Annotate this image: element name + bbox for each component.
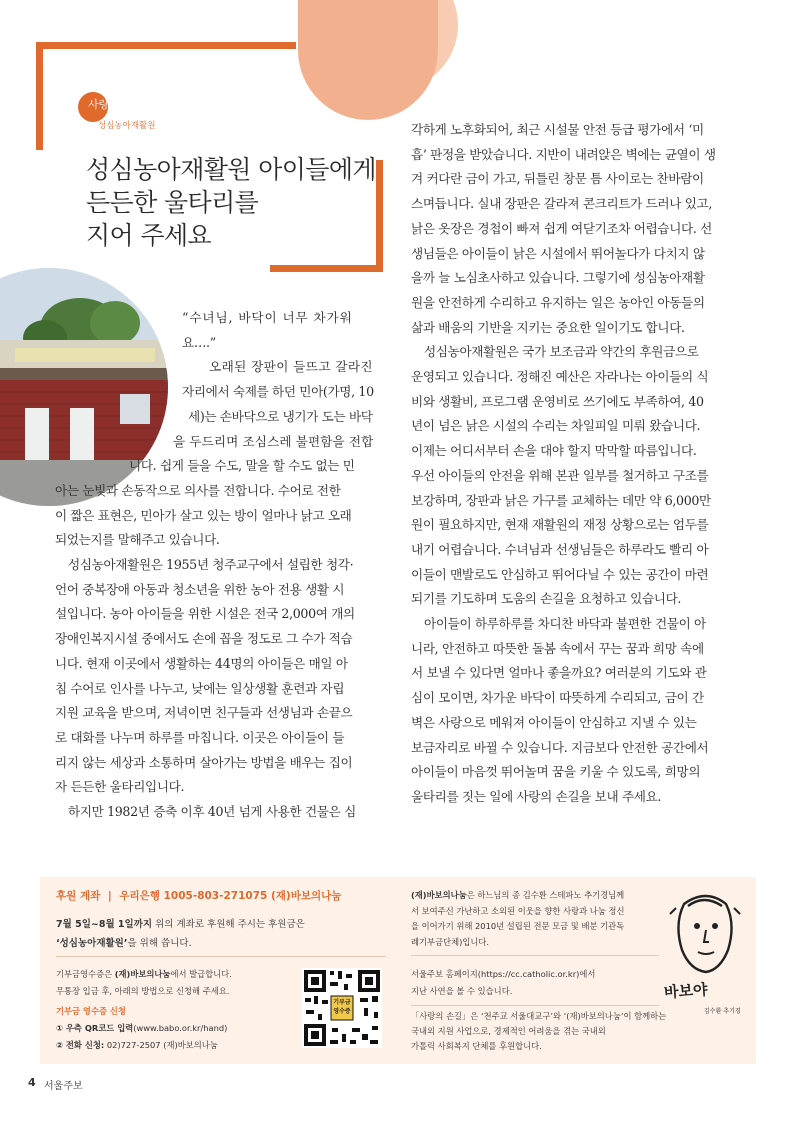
text-line: 우선 아이들의 안전을 위해 본관 일부를 철거하고 구조를 [411,467,709,483]
text-line: 이 짧은 표현은, 민아가 살고 있는 방이 얼마나 낡고 오래 [55,507,352,523]
bracket-left [36,42,43,150]
cardinal-sketch [664,884,748,1048]
publication-name: 서울주보 [44,1081,83,1092]
about-org-name: (재)바보의나눔 [411,890,467,900]
text-line: 보금자리로 바뀔 수 있습니다. 지금보다 안전한 공간에서 [411,739,709,755]
section-sub: 성심농아재활원 [98,121,156,131]
text-line: 하지만 1982년 증축 이후 40년 넘게 사용한 건물은 심 [68,804,356,820]
donation-target-line [56,935,192,949]
method-label: ① 우측 QR코드 입력 [56,1023,134,1033]
text-line: 자 든든한 울타리입니다. [55,779,185,795]
text-line: 성심농아재활원은 1955년 청주교구에서 설립한 청각· [68,557,354,573]
donation-target-rest: 을 위해 씁니다. [127,938,192,949]
text-line: 흡’ 판정을 받았습니다. 지반이 내려앉은 벽에는 균열이 생 [411,146,716,162]
joint-project-info [411,1009,666,1054]
text-line: 리지 않는 세상과 소통하며 살아가는 방법을 배우는 집이 [55,754,353,770]
divider [56,956,386,957]
about-org [411,888,624,950]
text-line: 세)는 손바닥으로 냉기가 도는 바닥 [188,408,373,424]
text-line: 성심농아재활원은 국가 보조금과 약간의 후원금으로 [424,344,699,360]
text-line: 설입니다. 농아 아이들을 위한 시설은 전국 2,000여 개의 [55,606,355,622]
text-line: 낡은 옷장은 경첩이 빠져 쉽게 여닫기조차 어렵습니다. 선 [411,220,712,236]
text-line: 각하게 노후화되어, 최근 시설물 안전 등급 평가에서 ‘미 [411,122,704,137]
qr-label [331,998,353,1016]
text-line: 오래된 장판이 들뜨고 갈라진 [209,359,373,375]
text-line: 이제는 어디서부터 손을 대야 할지 막막할 따름입니다. [411,443,697,459]
account-number: 우리은행 1005-803-271075 (재)바보의나눔 [119,890,342,902]
website-line: 지난 사연을 볼 수 있습니다. [411,986,513,996]
receipt-line-2: 무통장 입금 후, 아래의 방법으로 신청해 주세요. [56,986,230,996]
title-line: 든든한 울타리를 [86,188,259,217]
right-column [411,118,739,810]
receipt-method-1 [56,1020,232,1037]
receipt-org: (재)바보의나눔 [114,969,171,979]
text-line: 심이 모이면, 차가운 바닥이 따뜻하게 수리되고, 금이 간 [411,690,704,706]
title-line: 성심농아재활원 아이들에게 [86,155,376,184]
text-line: 니다. 쉽게 들을 수도, 말을 할 수도 없는 민 [129,458,355,474]
section-label: 사랑의손길 [88,98,140,111]
text-line: 지원 교육을 받으며, 저녁이면 친구들과 선생님과 손끝으 [55,705,353,721]
page-title [86,153,386,252]
website-line[interactable]: 서울주보 홈페이지(https://cc.catholic.or.kr)에서 [411,969,596,979]
qr-label-line: 영수증 [333,1008,351,1015]
text-line: 운영되고 있습니다. 정해진 예산은 자라나는 아이들의 식 [411,369,709,385]
text-line: 비와 생활비, 프로그램 운영비로 쓰기에도 부족하여, 40 [411,393,704,409]
left-column [55,306,377,825]
text-line: 요….” [182,334,216,350]
text-line: 이들이 맨발로도 안심하고 뛰어다닐 수 있는 공간이 마련 [411,566,709,582]
divider [411,1005,659,1006]
about-line: 서 보여주신 가난하고 소외된 이웃을 향한 사랑과 나눔 정신 [411,905,625,916]
text-line: 스며듭니다. 실내 장판은 갈라져 콘크리트가 드러나 있고, [411,196,712,212]
text-line: “수녀님, 바닥이 너무 차가워 [182,310,353,325]
qr-code[interactable] [302,968,382,1048]
about-line: 을 이어가기 위해 2010년 설립된 전문 모금 및 배분 기관독 [411,921,625,931]
text-line: 아이들이 하루하루를 차디찬 바닥과 불편한 건물이 아 [424,616,706,632]
receipt-method-2 [56,1037,232,1054]
sketch-signature: 김수환 추기경 [704,1008,741,1015]
text-line: 아이들이 마음껏 뛰어놀며 꿈을 키울 수 있도록, 희망의 [411,764,701,780]
text-line: 되기를 기도하며 도움의 손길을 요청하고 있습니다. [411,591,682,607]
account-label: 후원 계좌 [56,890,101,902]
text-line: 내기 어렵습니다. 수녀님과 선생님들은 하루라도 빨리 아 [411,541,709,557]
text-line: 자리에서 숙제를 하던 민아(가명, 10 [182,384,374,400]
text-line: 서 보낼 수 있다면 얼마나 좋을까요? 여러분의 기도와 관 [411,665,707,681]
method-label: ② 전화 신청: [56,1040,105,1050]
text-line: 년이 넘은 낡은 시설의 수리는 차일피일 미뤄 왔습니다. [411,418,701,434]
text-line: 울타리를 짓는 일에 사랑의 손길을 보내 주세요. [411,788,662,804]
text-line: 삶과 배움의 기반을 지키는 중요한 일이기도 합니다. [411,319,685,335]
text-line: 니다. 현재 이곳에서 생활하는 44명의 아이들은 매일 아 [55,655,348,671]
text-line: 원이 필요하지만, 현재 재활원의 재정 상황으로는 엄두를 [411,517,709,533]
receipt-text: 기부금영수증은 [56,969,115,979]
account-separator: | [107,890,112,902]
method-phone: 02)727-2507 (재)바보의나눔 [104,1040,218,1050]
text-line: 생님들은 아이들이 낡은 시설에서 뛰어놀다가 다치지 않 [411,245,705,261]
about-line: 례기부금단체)입니다. [411,936,490,947]
joint-line: 가톨릭 사회복지 단체를 후원합니다. [411,1041,542,1051]
receipt-title: 기부금 영수증 신청 [56,1006,126,1016]
decorative-circle-dark [298,0,438,120]
divider [411,955,659,956]
text-line: 언어 중복장애 아동과 청소년을 위한 농아 전용 생활 시 [55,581,345,597]
donation-period: 7월 5일~8월 1일까지 [56,919,153,930]
title-line: 지어 주세요 [86,221,212,250]
about-text: 은 하느님의 종 김수환 스테파노 추기경님께 [466,890,625,900]
joint-line: 「사랑의 손길」은 ‘천주교 서울대교구’와 ‘(재)바보의나눔’이 함께하는 [411,1011,667,1021]
donation-period-rest: 위의 계좌로 후원해 주시는 후원금은 [152,919,305,930]
text-line: 아는 눈빛과 손동작으로 의사를 전합니다. 수어로 전한 [55,482,341,498]
sketch-caption: 바보야 [663,980,709,1002]
joint-line: 국내외 지원 사업으로, 경제적인 어려움을 겪는 국내외 [411,1026,606,1036]
text-line: 로 대화를 나누며 하루를 마칩니다. 이곳은 아이들이 들 [55,729,345,745]
bracket-bottom [270,265,383,272]
donation-period-line [56,916,305,930]
text-line: 니라, 안전하고 따뜻한 돌봄 속에서 꾸는 꿈과 희망 속에 [411,640,704,656]
donation-target: ‘성심농아재활원’ [56,938,128,949]
text-line: 보강하며, 장판과 낡은 가구를 교체하는 데만 약 6,000만 [411,492,711,508]
receipt-info [56,966,232,1054]
text-line: 침 수어로 인사를 나누고, 낮에는 일상생활 훈련과 자립 [55,680,345,696]
receipt-text: 에서 발급합니다. [170,969,232,979]
about-line [411,888,624,904]
method-url[interactable]: (www.babo.or.kr/hand) [133,1023,228,1033]
account-line [56,888,341,903]
text-line: 겨 커다란 금이 가고, 뒤틀린 창문 틈 사이로는 찬바람이 [411,171,704,187]
text-line: 되었는지를 말해주고 있습니다. [55,532,220,548]
text-line: 벽은 사랑으로 메워져 아이들이 안심하고 지낼 수 있는 [411,714,697,730]
website-info [411,966,595,1000]
text-line: 원을 안전하게 수리하고 유지하는 일은 농아인 아동들의 [411,294,705,310]
text-line: 을까 늘 노심초사하고 있습니다. 그렇기에 성심농아재활 [411,270,705,286]
receipt-line-1 [56,966,232,983]
qr-label-line: 기부금 [333,999,351,1006]
text-line: 을 두드리며 조심스레 불편함을 전합 [173,433,374,449]
text-line: 장애인복지시설 중에서도 손에 꼽을 정도로 그 수가 적습 [55,631,353,647]
bracket-top [36,42,296,49]
portrait-sketch-icon [664,884,748,1048]
page-number: 4 [28,1076,36,1089]
